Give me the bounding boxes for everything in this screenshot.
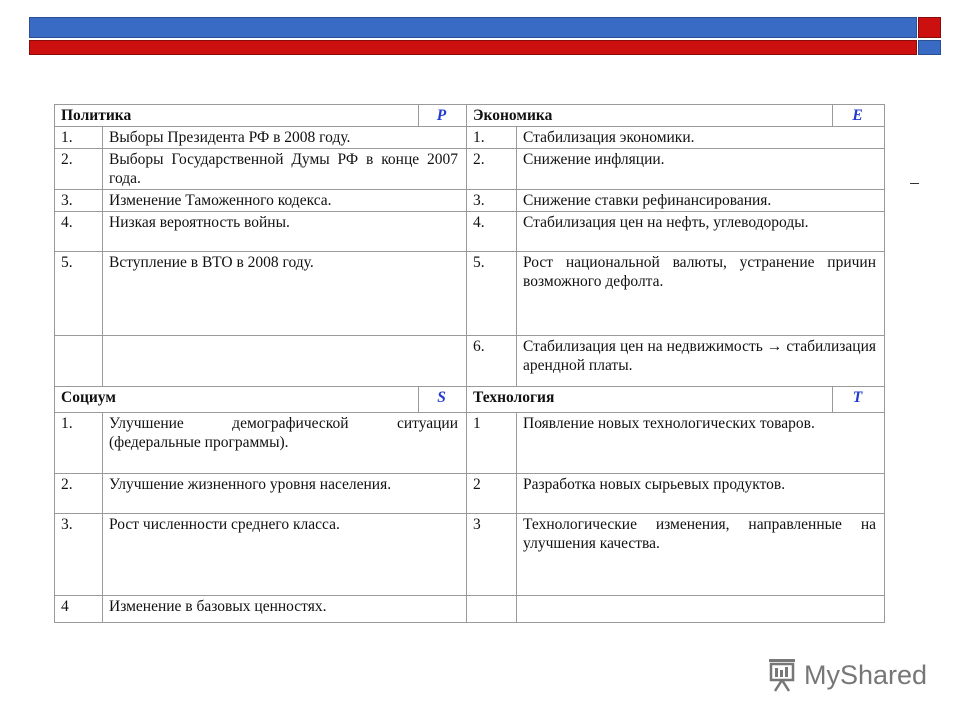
- presentation-board-icon: [766, 657, 798, 693]
- economy-num: 3.: [467, 190, 517, 212]
- politics-letter: P: [419, 105, 467, 127]
- technology-num-empty: [467, 596, 517, 623]
- technology-text: Разработка новых сырьевых продуктов.: [517, 474, 885, 514]
- society-letter: S: [419, 387, 467, 413]
- economy-title: Экономика: [467, 105, 833, 127]
- dash-mark: [910, 183, 919, 184]
- economy-num: 6.: [467, 336, 517, 387]
- table-row: [55, 596, 885, 623]
- technology-letter: T: [833, 387, 885, 413]
- politics-num: 4.: [55, 212, 103, 252]
- technology-num: 2: [467, 474, 517, 514]
- economy-text: Стабилизация цен на недвижимость → стабилизация арендной платы.: [517, 336, 885, 387]
- table-row: [55, 413, 885, 474]
- politics-text-empty: [103, 336, 467, 387]
- top-blue-square: [918, 40, 941, 55]
- table-row: [55, 149, 885, 190]
- table-row: [55, 514, 885, 596]
- politics-num: 1.: [55, 127, 103, 149]
- society-text: Рост численности среднего класса.: [103, 514, 467, 596]
- economy-text: Стабилизация экономики.: [517, 127, 885, 149]
- politics-num: 2.: [55, 149, 103, 190]
- table-row: [55, 252, 885, 336]
- logo-text: MyShared: [804, 659, 928, 690]
- politics-num: 5.: [55, 252, 103, 336]
- table-row: [55, 190, 885, 212]
- technology-title: Технология: [467, 387, 833, 413]
- top-red-bar: [29, 40, 917, 55]
- economy-num: 4.: [467, 212, 517, 252]
- top-red-square: [918, 17, 941, 38]
- society-num: 1.: [55, 413, 103, 474]
- header-row-politics-economy: [55, 105, 885, 127]
- header-row-society-technology: [55, 387, 885, 413]
- technology-num: 3: [467, 514, 517, 596]
- top-blue-bar: [29, 17, 917, 38]
- table-row: [55, 336, 885, 387]
- economy-num: 1.: [467, 127, 517, 149]
- pest-analysis-table: [54, 104, 885, 623]
- society-num: 2.: [55, 474, 103, 514]
- politics-title: Политика: [55, 105, 419, 127]
- politics-text: Вступление в ВТО в 2008 году.: [103, 252, 467, 336]
- economy-num: 5.: [467, 252, 517, 336]
- politics-num: 3.: [55, 190, 103, 212]
- technology-num: 1: [467, 413, 517, 474]
- table-row: [55, 127, 885, 149]
- politics-text: Выборы Государственной Думы РФ в конце 2007 года.: [103, 149, 467, 190]
- society-text: Улучшение жизненного уровня населения.: [103, 474, 467, 514]
- society-text: Изменение в базовых ценностях.: [103, 596, 467, 623]
- society-num: 3.: [55, 514, 103, 596]
- society-title: Социум: [55, 387, 419, 413]
- politics-text: Изменение Таможенного кодекса.: [103, 190, 467, 212]
- myshared-logo[interactable]: [766, 655, 927, 695]
- technology-text: Появление новых технологических товаров.: [517, 413, 885, 474]
- economy-text: Снижение ставки рефинансирования.: [517, 190, 885, 212]
- society-num: 4: [55, 596, 103, 623]
- economy-text: Рост национальной валюты, устранение причин возможного дефолта.: [517, 252, 885, 336]
- technology-text: Технологические изменения, направленные на улучшения качества.: [517, 514, 885, 596]
- table-row: [55, 474, 885, 514]
- politics-text: Низкая вероятность войны.: [103, 212, 467, 252]
- society-text: Улучшение демографической ситуации (федеральные программы).: [103, 413, 467, 474]
- economy-letter: E: [833, 105, 885, 127]
- technology-text-empty: [517, 596, 885, 623]
- politics-text: Выборы Президента РФ в 2008 году.: [103, 127, 467, 149]
- economy-num: 2.: [467, 149, 517, 190]
- table-row: [55, 212, 885, 252]
- economy-text: Стабилизация цен на нефть, углеводороды.: [517, 212, 885, 252]
- politics-num-empty: [55, 336, 103, 387]
- economy-text: Снижение инфляции.: [517, 149, 885, 190]
